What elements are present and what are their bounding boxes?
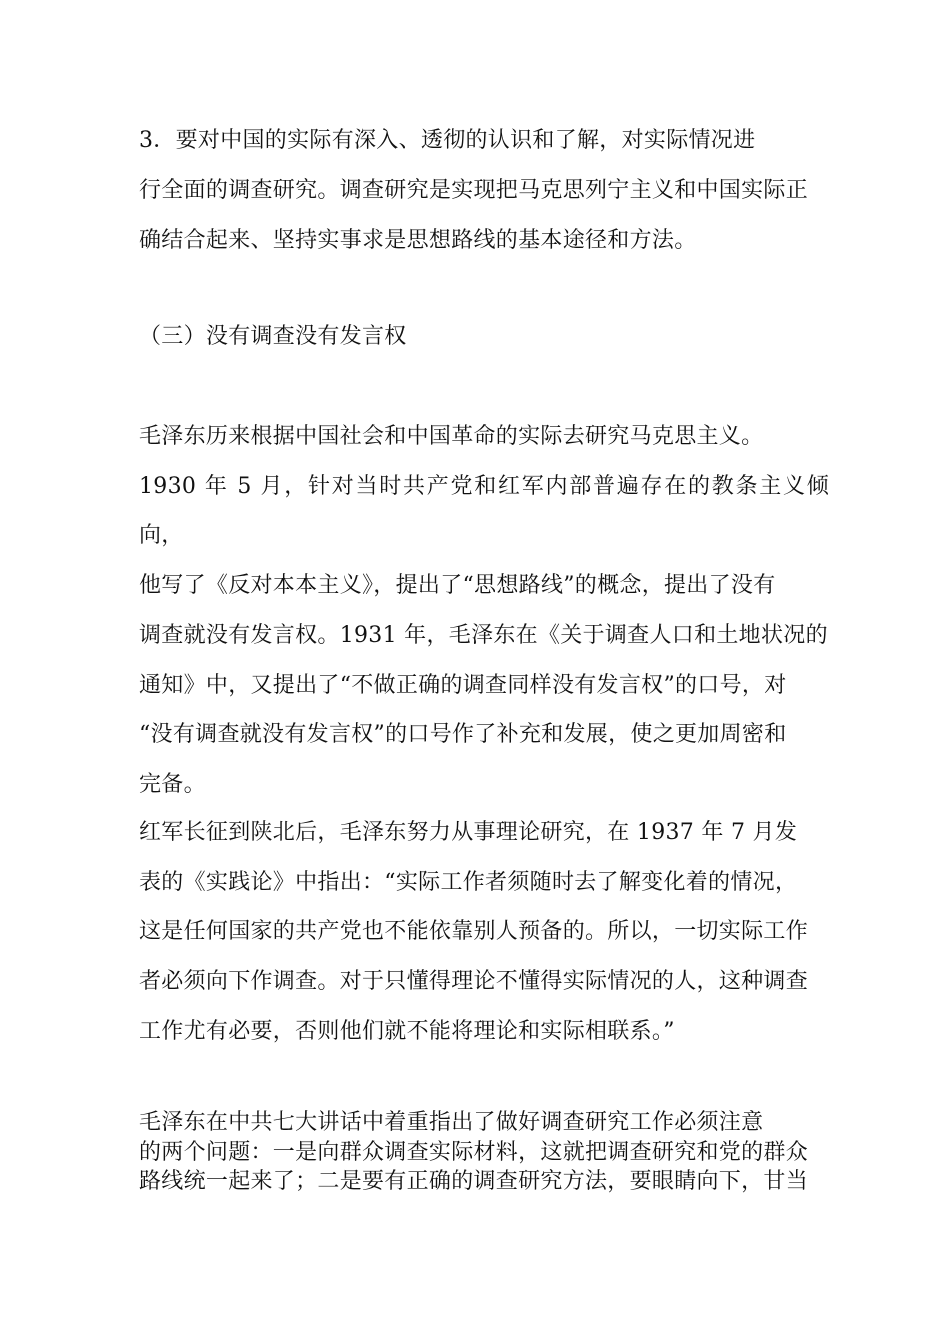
paragraph-practice-theory: 红军长征到陕北后，毛泽东努力从事理论研究，在 1937 年 7 月发 表的《实践论》中指出：“实际工作者须随时去了解变化着的情况， 这是任何国家的共产党也不能依靠别人预备的。所以，一切实际工作 者必须向下作调查。对于只懂得理论不懂得实际情况的人，这种调查 工作尤有必要，否则他们就不能将理论和实际相联系。” xyxy=(139,820,809,1044)
section-heading: （三）没有调查没有发言权 xyxy=(139,324,407,349)
paragraph-investigation-method: 3．要对中国的实际有深入、透彻的认识和了解，对实际情况进 行全面的调查研究。调查研究是实现把马克思列宁主义和中国实际正 确结合起来、坚持实事求是思想路线的基本途径和方法。 xyxy=(139,128,809,253)
paragraph-history: 毛泽东历来根据中国社会和中国革命的实际去研究马克思主义。 1930 年 5 月，针对当时共产党和红军内部普遍存在的教条主义倾向， 他写了《反对本本主义》，提出了“思想路线”的概念，提出了没有 调查就没有发言权。1931 年，毛泽东在《关于调查人口和土地状况的 通知》中，又提出了“不做正确的调查同样没有发言权”的口号，对 “没有调查就没有发言权”的口号作了补充和发展，使之更加周密和 完备。 xyxy=(139,424,829,797)
paragraph-seventh-congress: 毛泽东在中共七大讲话中着重指出了做好调查研究工作必须注意 的两个问题：一是向群众调查实际材料，这就把调查研究和党的群众 路线统一起来了；二是要有正确的调查研究方法，要眼睛向下，甘当 xyxy=(139,1110,809,1195)
